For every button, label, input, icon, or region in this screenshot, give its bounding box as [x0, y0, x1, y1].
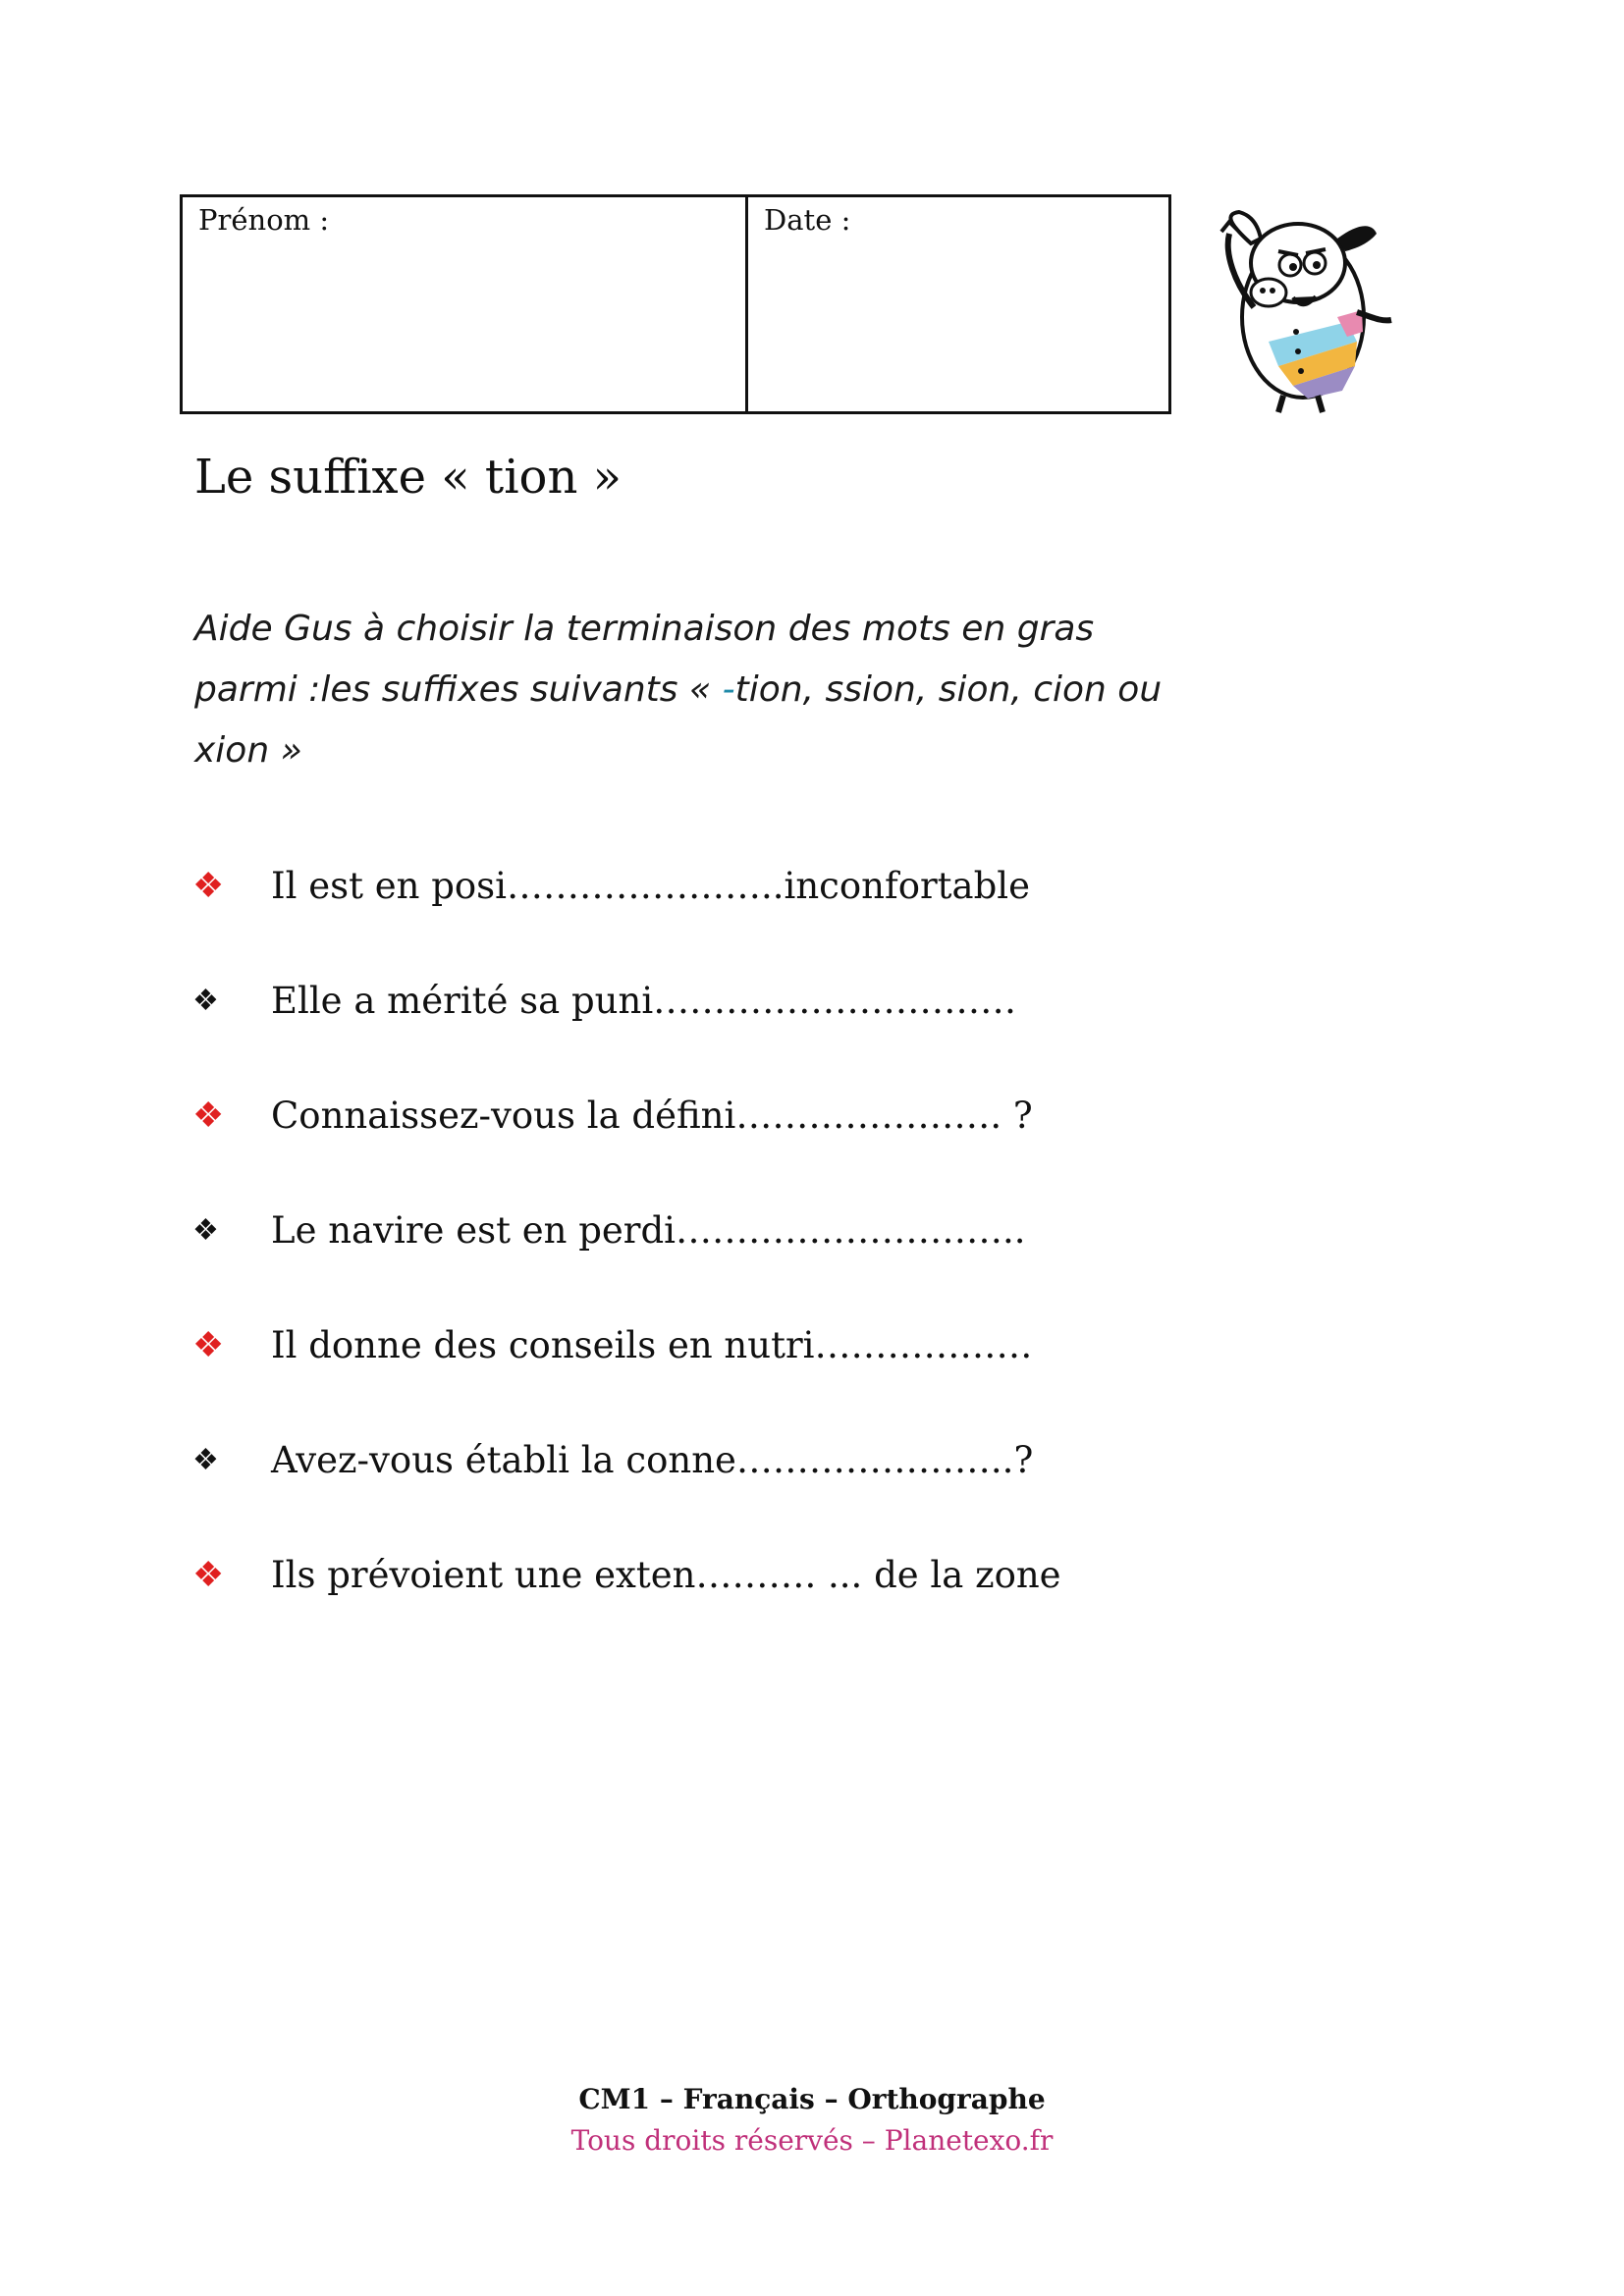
instruction-line-3: xion »: [194, 730, 302, 771]
instruction-dash: -: [722, 669, 735, 710]
exercise-sentence: Il est en posi…………………..inconfortable: [271, 865, 1031, 907]
footer-rights-link[interactable]: Tous droits réservés – Planetexo.fr: [570, 2124, 1054, 2157]
exercise-item-1[interactable]: [192, 864, 1469, 979]
diamond-bullet-icon: ❖: [192, 1213, 219, 1248]
gus-sheep-mascot-icon: [1200, 194, 1416, 420]
diamond-bullet-icon: ❖: [192, 1555, 225, 1595]
diamond-bullet-icon: ❖: [192, 866, 225, 906]
instruction-line-2-prefix: parmi :les suffixes suivants «: [194, 669, 723, 710]
instruction-line-2-suffix: tion, ssion, sion, cion ou: [734, 669, 1163, 710]
diamond-bullet-icon: ❖: [192, 984, 219, 1018]
diamond-bullet-icon: ❖: [192, 1095, 225, 1136]
exercise-item-3[interactable]: [192, 1094, 1469, 1208]
exercise-sentence: Il donne des conseils en nutri………………: [271, 1324, 1033, 1366]
footer-course: CM1 – Français – Orthographe: [578, 2083, 1046, 2115]
exercise-item-4[interactable]: [192, 1208, 1469, 1323]
date-label: Date :: [764, 203, 851, 237]
exercise-item-6[interactable]: [192, 1438, 1469, 1553]
exercise-sentence: Avez-vous établi la conne…………………..?: [271, 1439, 1034, 1481]
diamond-bullet-icon: ❖: [192, 1325, 225, 1365]
exercise-instruction: [194, 599, 1412, 781]
diamond-bullet-icon: ❖: [192, 1443, 219, 1477]
exercise-sentence: Le navire est en perdi………………………..: [271, 1209, 1026, 1252]
exercise-sentence: Elle a mérité sa puni…………………………: [271, 980, 1017, 1022]
name-cell[interactable]: [183, 197, 748, 411]
date-cell[interactable]: [748, 197, 1168, 411]
instruction-line-1: Aide Gus à choisir la terminaison des mots en gras: [194, 609, 1095, 649]
exercise-item-7[interactable]: [192, 1553, 1469, 1668]
page-title: Le suffixe « tion »: [194, 450, 622, 505]
exercise-item-5[interactable]: [192, 1323, 1469, 1438]
exercise-item-2[interactable]: [192, 979, 1469, 1094]
exercise-sentence: Ils prévoient une exten………. ... de la zone: [271, 1554, 1061, 1596]
exercise-sentence: Connaissez-vous la défini…………………. ?: [271, 1095, 1033, 1137]
name-label: Prénom :: [198, 203, 330, 237]
exercise-list: [192, 864, 1469, 1668]
student-info-table: [180, 194, 1171, 414]
